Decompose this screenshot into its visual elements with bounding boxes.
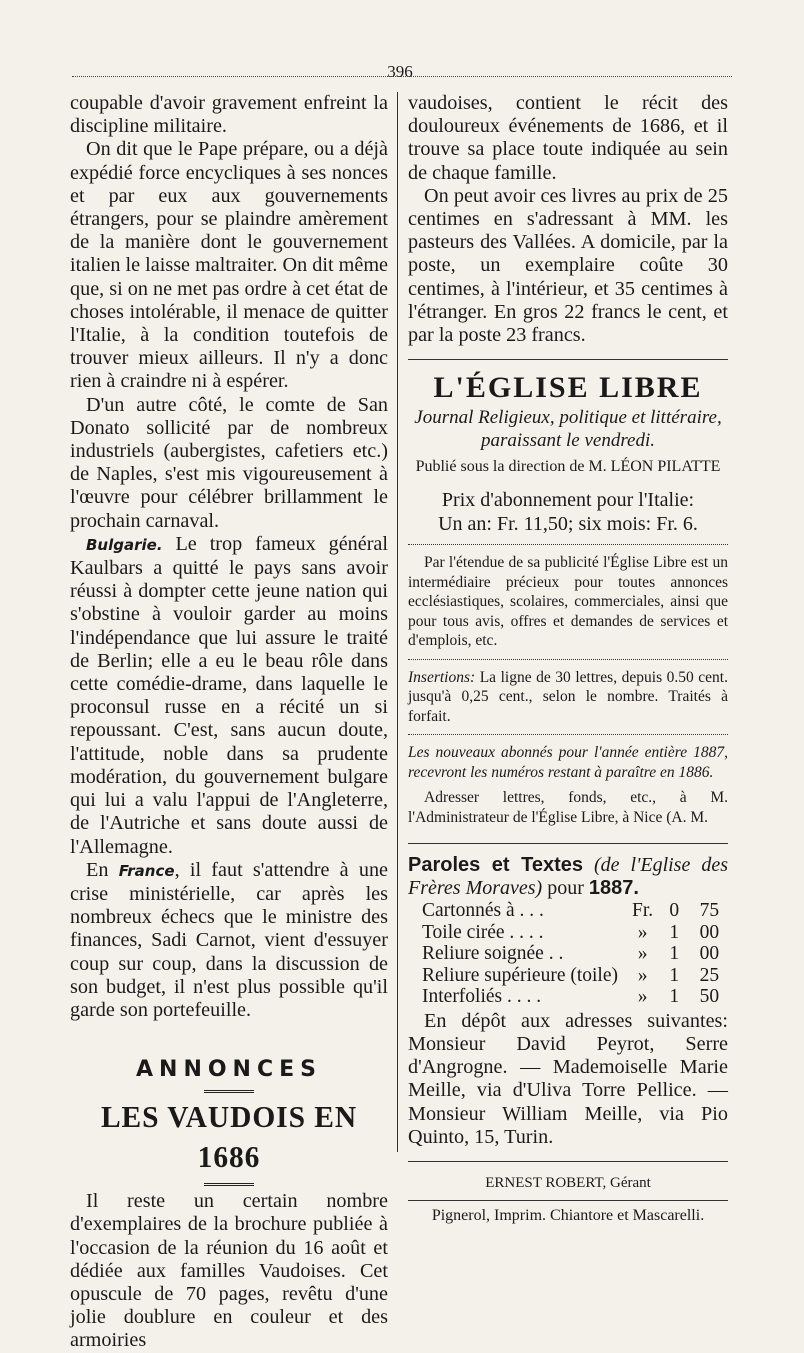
right-paragraph-1: vaudoises, contient le récit des douloureux événements de 1686, et il trouve sa place toute indiquée au sein de chaque famille. xyxy=(408,92,728,184)
eglise-libre-title: L'ÉGLISE LIBRE xyxy=(433,371,703,405)
left-column xyxy=(70,92,388,1353)
price-row xyxy=(422,965,719,987)
price-table xyxy=(422,900,719,1008)
vaudois-rule xyxy=(204,1183,254,1186)
paroles-bold: Paroles et Textes xyxy=(408,854,584,877)
price-mark: » xyxy=(637,921,648,943)
eglise-subtitle-1: Journal Religieux, politique et littéraire, xyxy=(414,407,722,429)
price-label: Cartonnés à . . . xyxy=(422,900,544,922)
price-mark: » xyxy=(637,964,648,986)
price-cents: 25 xyxy=(699,964,720,986)
prix-abonnement-2: Un an: Fr. 11,50; six mois: Fr. 6. xyxy=(438,513,698,536)
prix-abonnement-1: Prix d'abonnement pour l'Italie: xyxy=(441,489,695,512)
page-number: 396 xyxy=(387,62,413,81)
price-label: Toile cirée . . . . xyxy=(422,921,544,943)
left-paragraph-1: coupable d'avoir gravement enfreint la discipline militaire. xyxy=(70,92,388,138)
price-cents: 00 xyxy=(699,943,720,965)
price-cents: 00 xyxy=(699,921,720,943)
bulgarie-text: Le trop fameux général Kaulbars a quitté le pays sans avoir réussi à dompter cette jeune nation qui s'obstine à vouloir garder au moins l'indépendance que lui assure le traité de Berlin; elle a eu le beau rôle dans cette comédie-drame, dans laquelle le proconsul russe en a récité un si repoussant. C'est, sans aucun doute, l'attitude, noble dans sa prudente modération, du gouvernement bulgare qui lui a valu l'appui de l'Angleterre, de l'Autriche et sans doute aussi de l'Allemagne. xyxy=(70,532,389,858)
paroles-pour: pour xyxy=(547,877,584,900)
france-text: , il faut s'attendre à une crise ministérielle, car après les nombreux échecs que le ministre des finances, Sadi Carnot, vient d'essuyer coup sur coup, dans la discussion de son budget, il n'est plus possible qu'il garde son portefeuille. xyxy=(70,858,389,1021)
insertions-paragraph xyxy=(408,668,728,727)
eglise-subtitle-2: paraissant le vendredi. xyxy=(481,430,655,452)
price-label: Reliure supérieure (toile) xyxy=(422,964,618,986)
price-mark: Fr. xyxy=(632,900,654,922)
price-label: Interfoliés . . . . xyxy=(422,986,542,1008)
left-paragraph-france xyxy=(70,859,388,1022)
price-francs: 1 xyxy=(669,943,680,965)
dotted-rule-2 xyxy=(408,659,728,660)
france-intro: En xyxy=(86,858,109,881)
imprimeur-line: Pignerol, Imprim. Chiantore et Mascarelli. xyxy=(431,1206,705,1224)
paroles-heading xyxy=(408,854,728,900)
paroles-italic: (de l'Eglise des Frères Moraves) xyxy=(408,854,728,900)
price-mark: » xyxy=(637,943,648,965)
gerant-line: ERNEST ROBERT, Gérant xyxy=(485,1174,651,1191)
left-paragraph-san-donato: D'un autre côté, le comte de San Donato sollicité par de nombreux industriels (aubergistes, cafetiers etc.) de Naples, s'est mis vigoureusement à l'œuvre pour célébrer brillamment le prochain carnaval. xyxy=(70,393,388,532)
price-row xyxy=(422,986,719,1008)
price-francs: 0 xyxy=(669,900,680,922)
price-row xyxy=(422,922,719,944)
price-row xyxy=(422,943,719,965)
price-cents: 50 xyxy=(699,986,720,1008)
bulgarie-label: Bulgarie. xyxy=(86,535,163,554)
price-row xyxy=(422,900,719,922)
price-francs: 1 xyxy=(669,986,680,1008)
france-label: France xyxy=(118,861,175,880)
rule-before-eglise xyxy=(408,359,728,360)
dotted-rule-3 xyxy=(408,734,728,735)
depot-paragraph: En dépôt aux adresses suivantes: Monsieur David Peyrot, Serre d'Angrogne. — Mademoiselle Marie Meille, via d'Uliva Torre Pellice. — Monsieur William Meille, via Pio Quinto, 15, Turin. xyxy=(408,1009,728,1148)
vaudois-title: LES VAUDOIS EN 1686 xyxy=(100,1099,358,1175)
price-francs: 1 xyxy=(669,921,680,943)
price-cents: 75 xyxy=(699,900,720,922)
column-divider xyxy=(397,92,398,1152)
annonces-rule xyxy=(204,1090,254,1093)
dotted-rule-1 xyxy=(408,544,728,545)
left-paragraph-pope: On dit que le Pape prépare, ou a déjà expédié force encycliques à ses nonces et par eux aux gouvernements étrangers, pour se plaindre amèrement de la manière dont le gouvernement italien le laisse maltraiter. On dit même que, si on ne met pas ordre à cet état de choses intolérable, il menace de quitter l'Italie, à la condition toutefois de trouver mieux ailleurs. Il n'y a donc rien à craindre ni à espérer. xyxy=(70,138,388,393)
adresser-paragraph: Adresser lettres, fonds, etc., à M. l'Administrateur de l'Église Libre, à Nice (A. M. xyxy=(408,789,728,826)
eglise-direction: Publié sous la direction de M. LÉON PILATTE xyxy=(415,458,721,476)
annonces-heading: ANNONCES xyxy=(136,1057,322,1083)
rule-before-paroles xyxy=(408,843,728,844)
insertions-label: Insertions: xyxy=(408,668,476,686)
price-francs: 1 xyxy=(669,964,680,986)
left-paragraph-brochure: Il reste un certain nombre d'exemplaires de la brochure publiée à l'occasion de la réunion du 16 août et dédiée aux familles Vaudoises. Cet opuscule de 70 pages, revêtu d'une jolie doublure en couleur et des armoiries xyxy=(70,1190,388,1352)
paroles-year: 1887. xyxy=(588,877,639,900)
price-mark: » xyxy=(637,986,648,1008)
header-rule xyxy=(72,76,732,77)
publicite-paragraph: Par l'étendue de sa publicité l'Église Libre est un intermédiaire précieux pour toutes annonces ecclésiastiques, scolaires, commerciales, ainsi que pour tous avis, offres et demandes de services et d'emplois, etc. xyxy=(408,554,728,650)
insertions-text: La ligne de 30 lettres, depuis 0.50 cent. jusqu'à 0,25 cent., selon le nombre. Traités à forfait. xyxy=(408,668,728,725)
nouveaux-abonnes: Les nouveaux abonnés pour l'année entière 1887, recevront les numéros restant à paraître en 1886. xyxy=(408,744,728,781)
left-paragraph-bulgarie xyxy=(70,533,388,859)
right-paragraph-prix-livres: On peut avoir ces livres au prix de 25 centimes en s'adressant à MM. les pasteurs des Vallées. A domicile, par la poste, un exemplaire coûte 30 centimes, à l'intérieur, et 35 centimes à l'étranger. En gros 22 francs le cent, et par la poste 23 francs. xyxy=(408,184,728,347)
rule-before-footer xyxy=(408,1161,728,1162)
price-label: Reliure soignée . . xyxy=(422,943,564,965)
right-column xyxy=(408,92,728,1227)
rule-footer xyxy=(408,1200,728,1201)
